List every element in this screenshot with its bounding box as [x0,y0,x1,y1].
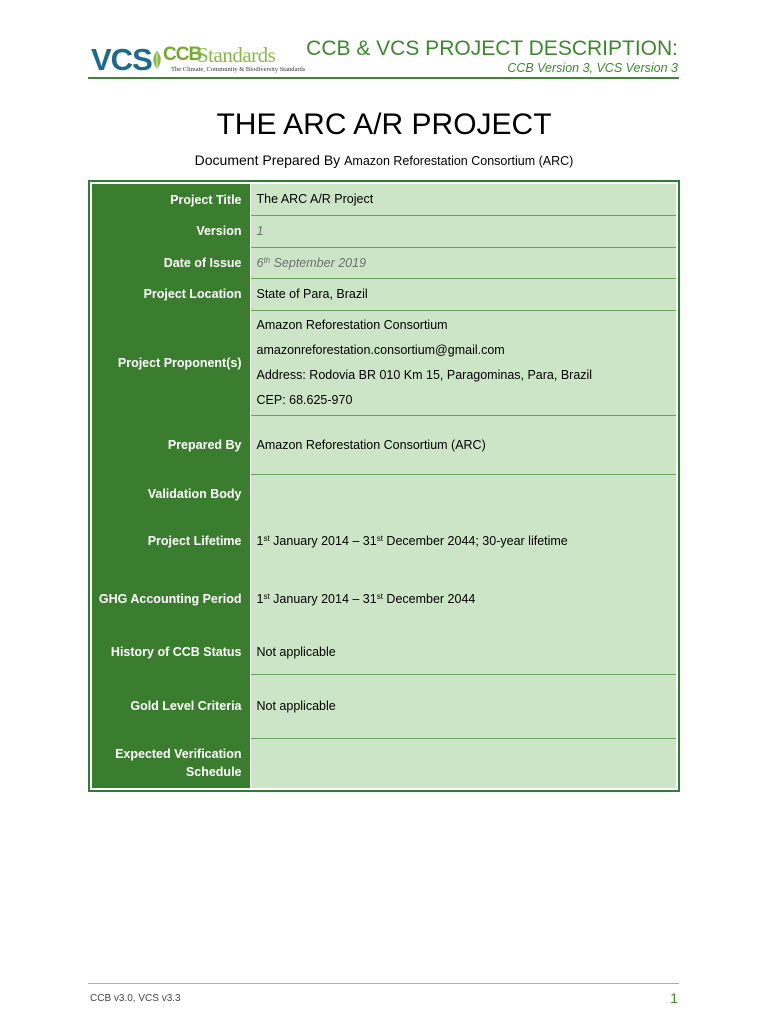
row-value [250,310,676,415]
ghg-part: January 2014 – 31 [269,592,377,606]
footer-version: CCB v3.0, VCS v3.3 [90,993,181,1004]
prepared-by-prefix: Document Prepared By [194,152,341,168]
date-day: 6 [256,255,264,270]
row-value [250,513,676,568]
ghg-part: 1 [256,592,264,606]
table-row [92,513,676,568]
row-label: Prepared By [92,415,250,474]
project-info-table [88,180,680,792]
logo-standards-text: Standards [197,43,276,67]
footer-divider [88,983,679,984]
prepared-by-org: Amazon Reforestation Consortium (ARC) [344,154,574,168]
row-value [250,474,676,513]
table-row [92,278,676,310]
lifetime-suffix: st [376,533,383,543]
ccb-vcs-logo [91,42,306,77]
row-value: Not applicable [250,674,676,738]
row-label: Project Location [92,278,250,310]
row-value [250,247,676,278]
row-label: Version [92,215,250,247]
table-row [92,215,676,247]
date-day-suffix: th [263,255,271,265]
table-row [92,738,676,788]
row-value: Not applicable [250,630,676,674]
lifetime-part: December 2044; 30-year lifetime [382,533,568,548]
row-label: GHG Accounting Period [92,568,250,630]
page-number: 1 [670,990,678,1006]
row-label: Project Lifetime [92,513,250,568]
header-divider [88,77,679,79]
row-value: The ARC A/R Project [250,184,676,215]
table-row [92,415,676,474]
row-value: 1 [250,215,676,247]
table-row [92,568,676,630]
date-rest: September 2019 [270,255,367,270]
row-value [250,568,676,630]
logo-ccb-text: CCB [163,44,202,65]
table-row [92,184,676,215]
row-label: Expected Verification Schedule [92,738,250,788]
document-title: THE ARC A/R PROJECT [216,108,552,141]
header-title: CCB & VCS PROJECT DESCRIPTION: [306,37,678,60]
row-label: Gold Level Criteria [92,674,250,738]
table-row [92,310,676,415]
lifetime-part: January 2014 – 31 [269,533,377,548]
table-row [92,474,676,513]
ghg-part: December 2044 [382,592,476,606]
proponent-line: amazonreforestation.consortium@gmail.com [256,342,505,357]
proponent-line: CEP: 68.625-970 [256,392,353,407]
proponent-line: Amazon Reforestation Consortium [256,317,448,332]
header-subtitle: CCB Version 3, VCS Version 3 [507,61,678,75]
leaf-icon [151,51,163,69]
lifetime-part: 1 [256,533,264,548]
row-label: Validation Body [92,474,250,513]
row-label: History of CCB Status [92,630,250,674]
row-label: Project Title [92,184,250,215]
logo-vcs-text: VCS [91,42,152,77]
row-value: State of Para, Brazil [250,278,676,310]
row-value: Amazon Reforestation Consortium (ARC) [250,415,676,474]
ghg-suffix: st [263,592,270,601]
logo-tagline: The Climate, Community & Biodiversity Standards [171,66,306,73]
row-value [250,738,676,788]
lifetime-suffix: st [263,533,270,543]
row-label: Date of Issue [92,247,250,278]
table-row [92,247,676,278]
proponent-line: Address: Rodovia BR 010 Km 15, Paragominas, Para, Brazil [256,367,593,382]
prepared-by-line [0,152,768,168]
row-label: Project Proponent(s) [92,310,250,415]
ghg-suffix: st [376,592,383,601]
table-row [92,630,676,674]
table-row [92,674,676,738]
